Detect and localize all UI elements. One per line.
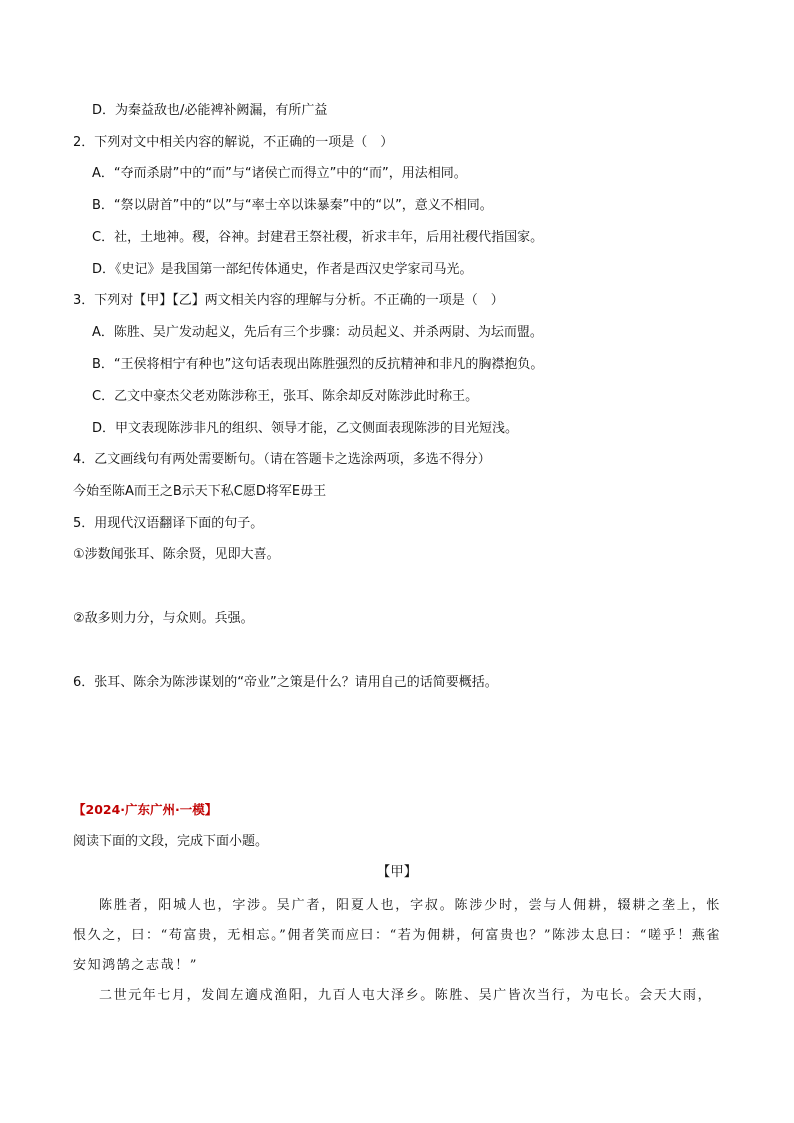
q3-option-c: C．乙文中豪杰父老劝陈涉称王，张耳、陈余却反对陈涉此时称王。: [92, 389, 479, 404]
q2-option-b: B．“祭以尉首”中的“以”与“率士卒以诛暴秦”中的“以”，意义不相同。: [92, 198, 493, 213]
source-tag: 【2024·广东广州·一模】: [73, 802, 218, 817]
q3-option-b: B．“王侯将相宁有种也”这句话表现出陈胜强烈的反抗精神和非凡的胸襟抱负。: [92, 357, 544, 372]
q1-option-d: D．为秦益敌也/必能裨补阙漏，有所广益: [92, 103, 328, 118]
reading-instruction: 阅读下面的文段，完成下面小题。: [73, 834, 269, 849]
q3-option-a: A．陈胜、吴广发动起义，先后有三个步骤：动员起义、并杀两尉、为坛而盟。: [92, 325, 543, 340]
passage-paragraph: 二世元年七月，发闾左適戍渔阳，九百人屯大泽乡。陈胜、吴广皆次当行，为屯长。会天大雨，: [99, 988, 713, 1003]
q3-option-d: D．甲文表现陈涉非凡的组织、领导才能，乙文侧面表现陈涉的目光短浅。: [92, 421, 519, 436]
q2-option-d: D．《史记》是我国第一部纪传体通史，作者是西汉史学家司马光。: [92, 262, 473, 277]
q5-stem: 5．用现代汉语翻译下面的句子。: [73, 516, 264, 531]
q2-stem: 2．下列对文中相关内容的解说，不正确的一项是（ ）: [73, 135, 394, 150]
q6-stem: 6．张耳、陈余为陈涉谋划的“帝业”之策是什么？请用自己的话简要概括。: [73, 675, 498, 690]
q4-stem: 4．乙文画线句有两处需要断句。（请在答题卡之选涂两项，多选不得分）: [73, 452, 491, 467]
q4-sentence: 今始至陈A而王之B示天下私C愿D将军E毋王: [73, 484, 327, 499]
passage-title: 【甲】: [376, 864, 418, 880]
q2-option-c: C．社，土地神。稷，谷神。封建君王祭社稷，祈求丰年，后用社稷代指国家。: [92, 230, 544, 245]
q5-item-1: ①涉数闻张耳、陈余贤，见即大喜。: [73, 547, 280, 562]
passage-paragraph: 陈胜者，阳城人也，字涉。吴广者，阳夏人也，字叔。陈涉少时，尝与人佣耕，辍耕之垄上，怅恨久之，曰：“苟富贵，无相忘。”佣者笑而应曰：“若为佣耕，何富贵也？”陈涉太息曰：“嗟乎！燕雀安知鸿鹄之志哉！”: [73, 898, 721, 973]
passage-body: [73, 891, 721, 1011]
q3-stem: 3．下列对【甲】【乙】两文相关内容的理解与分析。不正确的一项是（ ）: [73, 293, 504, 308]
q2-option-a: A．“夺而杀尉”中的“而”与“诸侯亡而得立”中的“而”，用法相同。: [92, 166, 467, 181]
q5-item-2: ②敌多则力分，与众则。兵强。: [73, 611, 254, 626]
